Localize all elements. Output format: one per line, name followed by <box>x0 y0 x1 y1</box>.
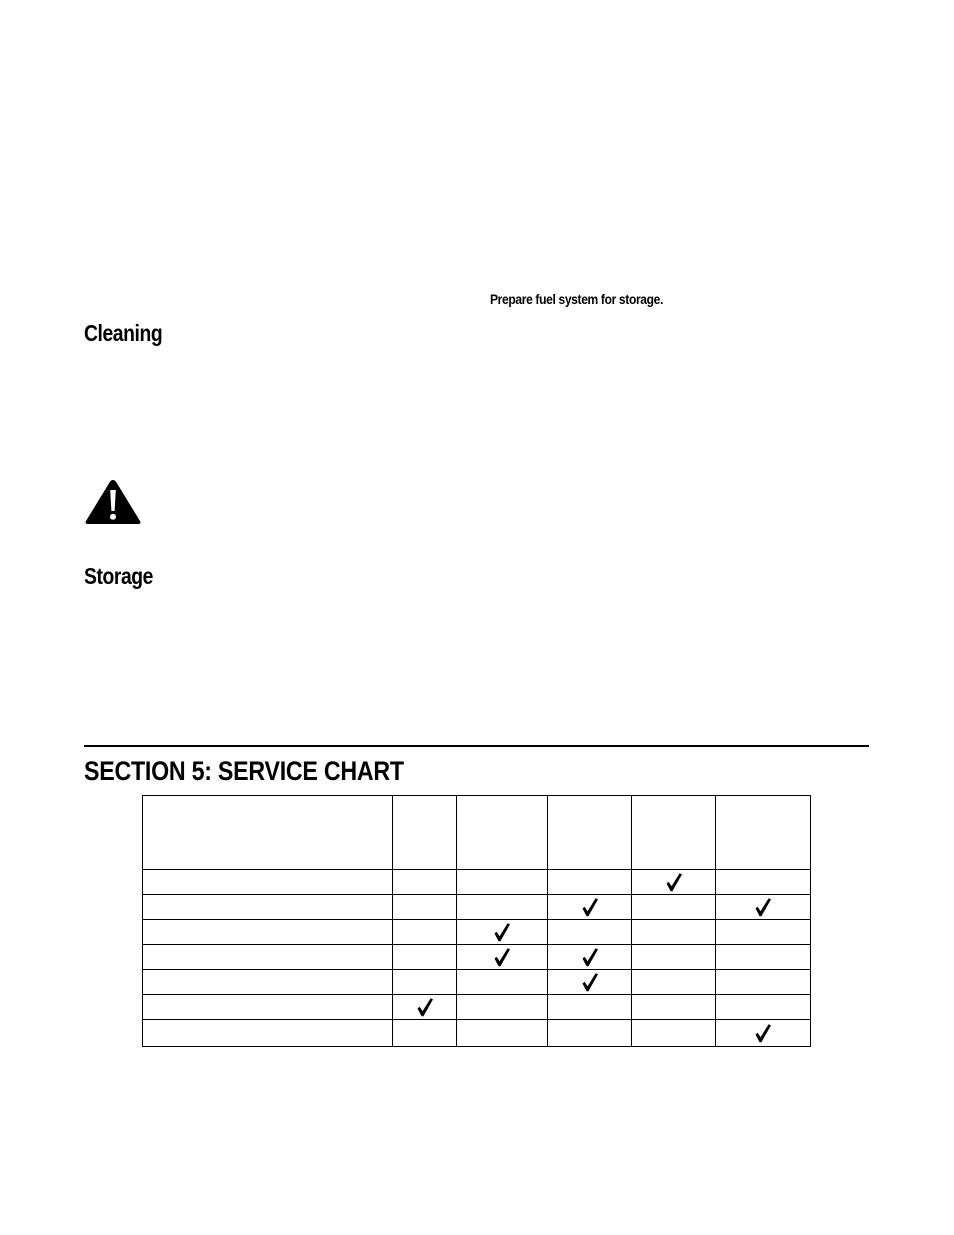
table-cell <box>548 870 632 895</box>
table-cell <box>548 945 632 970</box>
table-cell <box>143 995 393 1020</box>
table-row <box>143 870 811 895</box>
table-cell <box>457 970 548 995</box>
table-cell <box>632 970 716 995</box>
table-row <box>143 1020 811 1047</box>
table-cell <box>548 1020 632 1047</box>
checkmark-icon <box>416 997 434 1017</box>
table-cell <box>632 945 716 970</box>
table-cell <box>143 970 393 995</box>
table-cell <box>632 1020 716 1047</box>
header-cell <box>548 796 632 870</box>
header-cell <box>632 796 716 870</box>
table-cell <box>143 1020 393 1047</box>
checkmark-icon <box>754 897 772 917</box>
table-cell <box>548 995 632 1020</box>
table-cell <box>716 945 811 970</box>
table-cell <box>143 870 393 895</box>
checkmark-icon <box>581 972 599 992</box>
table-cell <box>716 870 811 895</box>
fuel-storage-note: Prepare fuel system for storage. <box>490 291 664 307</box>
table-cell <box>393 970 457 995</box>
table-row <box>143 995 811 1020</box>
table-cell <box>457 1020 548 1047</box>
table-cell <box>457 920 548 945</box>
service-chart-body <box>143 870 811 1047</box>
table-cell <box>457 995 548 1020</box>
table-cell <box>632 870 716 895</box>
section-divider <box>84 745 869 747</box>
table-cell <box>457 895 548 920</box>
table-cell <box>716 920 811 945</box>
storage-heading: Storage <box>84 563 153 589</box>
checkmark-icon <box>493 922 511 942</box>
table-cell <box>548 895 632 920</box>
table-cell <box>143 920 393 945</box>
header-cell <box>393 796 457 870</box>
table-cell <box>457 945 548 970</box>
header-cell <box>143 796 393 870</box>
table-cell <box>457 870 548 895</box>
checkmark-icon <box>665 872 683 892</box>
table-cell <box>548 970 632 995</box>
table-cell <box>716 995 811 1020</box>
table-cell <box>632 920 716 945</box>
section-title: SECTION 5: SERVICE CHART <box>84 756 404 786</box>
table-cell <box>632 895 716 920</box>
cleaning-heading: Cleaning <box>84 320 163 346</box>
service-chart-table <box>142 795 811 1047</box>
table-cell <box>632 995 716 1020</box>
table-cell <box>393 995 457 1020</box>
checkmark-icon <box>493 947 511 967</box>
table-cell <box>393 920 457 945</box>
table-row <box>143 970 811 995</box>
table-row <box>143 895 811 920</box>
header-cell <box>716 796 811 870</box>
header-cell <box>457 796 548 870</box>
warning-triangle-icon <box>84 478 142 526</box>
table-cell <box>393 945 457 970</box>
checkmark-icon <box>581 897 599 917</box>
table-cell <box>548 920 632 945</box>
table-row <box>143 945 811 970</box>
table-cell <box>393 895 457 920</box>
table-cell <box>143 895 393 920</box>
table-cell <box>716 1020 811 1047</box>
table-cell <box>393 1020 457 1047</box>
checkmark-icon <box>754 1023 772 1043</box>
table-row <box>143 920 811 945</box>
checkmark-icon <box>581 947 599 967</box>
table-cell <box>393 870 457 895</box>
table-header-row <box>143 796 811 870</box>
table-cell <box>716 895 811 920</box>
table-cell <box>143 945 393 970</box>
table-cell <box>716 970 811 995</box>
